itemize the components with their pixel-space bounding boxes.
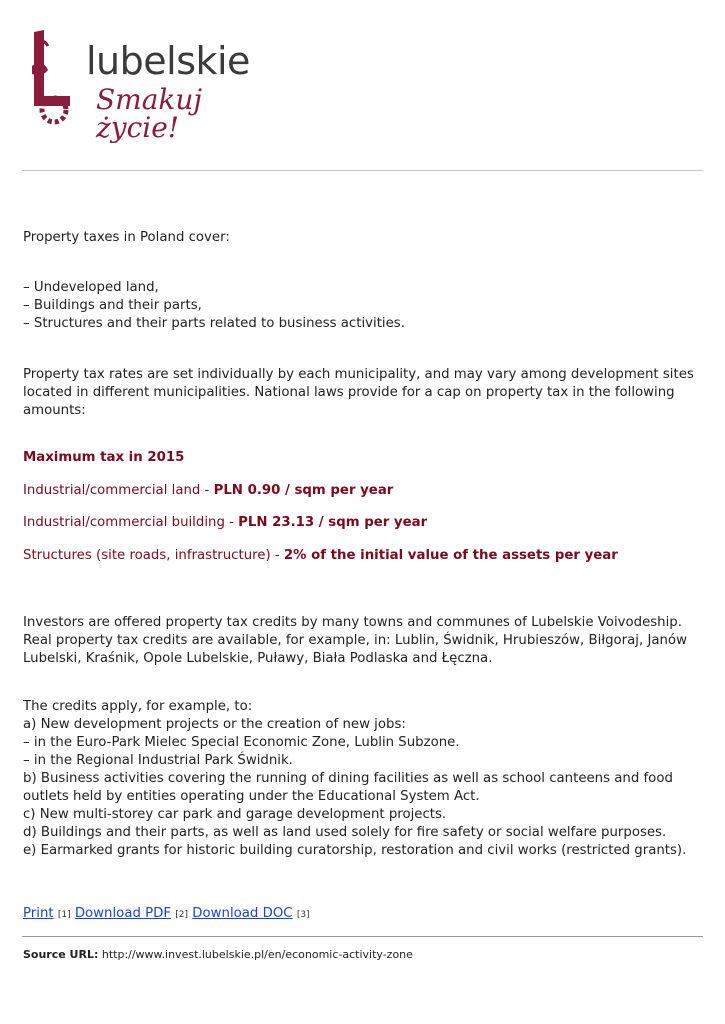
credits-line: c) New multi-storey car park and garage development projects. [23,807,447,822]
max-tax-label: Industrial/commercial building - [23,515,239,530]
intro-text: Property taxes in Poland cover: [23,230,230,245]
credits-line: – in the Euro-Park Mielec Special Economic Zone, Lublin Subzone. [23,735,460,750]
max-tax-section [23,449,703,467]
credits-line: b) Business activities covering the running of dining facilities as well as school canteens and food outlets held by entities operating under the Educational System Act. [23,771,673,804]
pdf-ref: [2] [175,910,189,920]
investors-section [23,614,703,668]
source-url [23,948,413,961]
footer-divider [22,936,703,937]
download-doc-link[interactable]: Download DOC [192,906,293,921]
download-pdf-link[interactable]: Download PDF [74,906,172,921]
credits-line: e) Earmarked grants for historic building curatorship, restoration and civil works (restricted grants). [23,843,687,858]
source-url-value: http://www.invest.lubelskie.pl/en/economic-activity-zone [101,948,413,961]
max-tax-value: PLN 0.90 / sqm per year [213,483,394,498]
logo-emblem-icon [26,26,86,126]
credits-line: – in the Regional Industrial Park Świdnik. [23,753,293,768]
list-item: – Undeveloped land, [23,280,159,295]
logo-wordmark: lubelskie [86,39,250,83]
max-tax-heading: Maximum tax in 2015 [23,450,185,465]
print-ref: [1] [57,910,71,920]
rates-paragraph: Property tax rates are set individually by each municipality, and may vary among development sites located in different municipalities. National laws provide for a cap on property tax in the following amounts: [23,367,694,418]
credits-line: a) New development projects or the creation of new jobs: [23,717,406,732]
max-tax-label: Industrial/commercial land - [23,483,214,498]
cover-list [23,279,703,333]
max-tax-value: 2% of the initial value of the assets per year [283,548,618,563]
max-tax-row [23,547,703,565]
max-tax-row [23,514,703,532]
max-tax-value: PLN 23.13 / sqm per year [238,515,428,530]
footer-links [23,906,310,921]
header-divider [22,170,703,171]
source-label: Source URL: [23,948,99,961]
credits-line: d) Buildings and their parts, as well as land used solely for fire safety or social welfare purposes. [23,825,667,840]
rates-section [23,366,703,420]
list-item: – Buildings and their parts, [23,298,202,313]
max-tax-label: Structures (site roads, infrastructure) - [23,548,284,563]
logo-tagline: Smakuj życie! [96,83,203,144]
credits-section [23,698,703,860]
investors-paragraph: Investors are offered property tax credits by many towns and communes of Lubelskie Voivodeship. Real property tax credits are available, for example, in: Lublin, Świdnik, Hrubieszów, Biłgoraj, Janów Lubelski, Kraśnik, Opole Lubelskie, Puławy, Biała Podlaska and Łęczna. [23,615,687,666]
intro-section [23,229,703,247]
doc-ref: [3] [296,910,310,920]
site-logo [26,26,256,144]
print-link[interactable]: Print [23,906,54,921]
credits-line: The credits apply, for example, to: [23,699,253,714]
list-item: – Structures and their parts related to business activities. [23,316,405,331]
max-tax-row [23,482,703,500]
